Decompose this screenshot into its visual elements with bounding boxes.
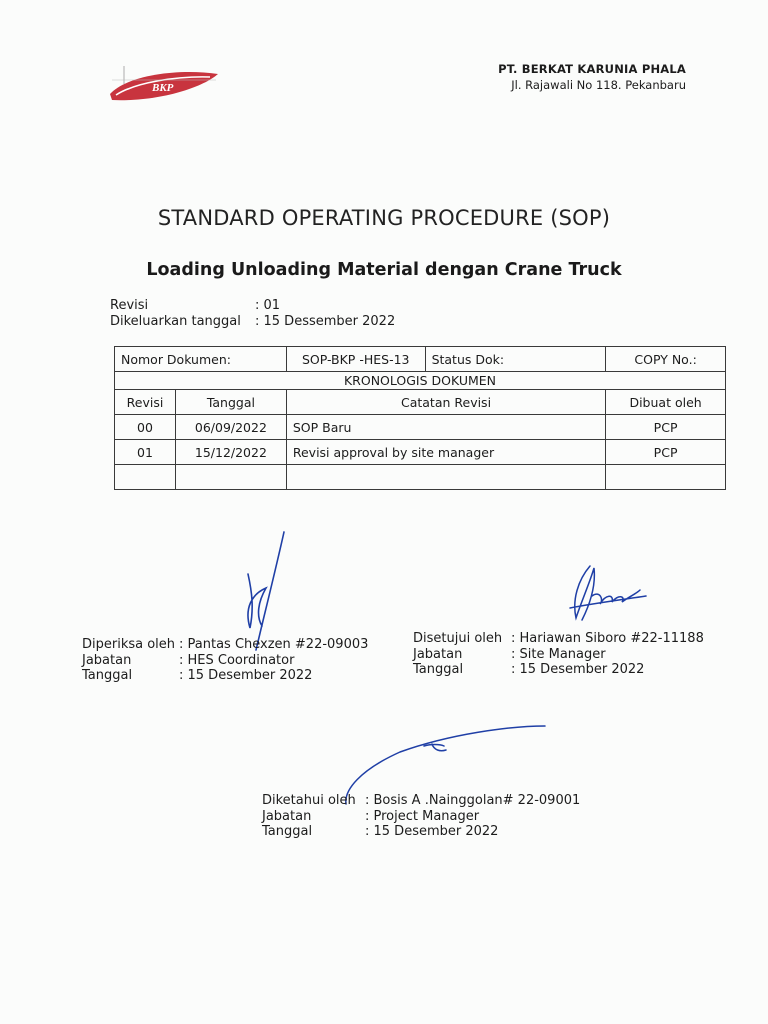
copy-no-label: COPY No.: — [606, 347, 726, 372]
acknowledged-date-label: Tanggal — [262, 824, 313, 839]
approved-label: Disetujui oleh — [413, 631, 503, 646]
checked-name: : Pantas Chexzen #22-09003 — [179, 637, 369, 652]
signature-block-checked — [82, 637, 368, 684]
revisi-value: : 01 — [255, 298, 281, 313]
table-row — [115, 440, 726, 465]
table-cell: 01 — [115, 440, 176, 465]
table-cell: 00 — [115, 415, 176, 440]
table-cell: 15/12/2022 — [175, 440, 286, 465]
revision-info — [110, 298, 395, 330]
table-cell: 06/09/2022 — [175, 415, 286, 440]
table-cell: PCP — [606, 440, 726, 465]
issued-label: Dikeluarkan tanggal — [110, 314, 241, 329]
table-cell — [606, 465, 726, 490]
acknowledged-label: Diketahui oleh — [262, 793, 356, 808]
company-name: PT. BERKAT KARUNIA PHALA — [498, 62, 686, 76]
signature-block-approved — [413, 631, 704, 678]
company-address: Jl. Rajawali No 118. Pekanbaru — [511, 78, 686, 92]
table-row — [115, 347, 726, 372]
header-dibuat-oleh: Dibuat oleh — [606, 390, 726, 415]
header-tanggal: Tanggal — [175, 390, 286, 415]
document-subtitle: Loading Unloading Material dengan Crane Truck — [146, 260, 622, 280]
table-cell: PCP — [606, 415, 726, 440]
approved-name: : Hariawan Siboro #22-11188 — [511, 631, 704, 646]
table-cell — [115, 465, 176, 490]
acknowledged-position: : Project Manager — [365, 808, 480, 824]
logo-text: BKP — [152, 82, 174, 94]
table-header-row — [115, 390, 726, 415]
kronologis-heading: KRONOLOGIS DOKUMEN — [115, 372, 726, 390]
nomor-dokumen-label: Nomor Dokumen: — [115, 347, 287, 372]
acknowledged-position-label: Jabatan — [262, 808, 312, 824]
approved-position-label: Jabatan — [413, 646, 463, 662]
checked-date: : 15 Desember 2022 — [179, 668, 313, 683]
revisi-label: Revisi — [110, 298, 149, 313]
table-cell — [175, 465, 286, 490]
company-logo — [106, 64, 222, 106]
table-cell: Revisi approval by site manager — [286, 440, 605, 465]
document-table — [114, 346, 726, 490]
status-dok-label: Status Dok: — [425, 347, 606, 372]
table-cell: SOP Baru — [286, 415, 605, 440]
approved-date-label: Tanggal — [413, 662, 464, 677]
checked-date-label: Tanggal — [82, 668, 133, 683]
issued-value: : 15 Dessember 2022 — [255, 314, 396, 329]
approved-position: : Site Manager — [511, 646, 606, 662]
checked-label: Diperiksa oleh — [82, 637, 176, 652]
table-cell — [286, 465, 605, 490]
header-catatan: Catatan Revisi — [286, 390, 605, 415]
header-revisi: Revisi — [115, 390, 176, 415]
signature-block-acknowledged — [262, 793, 580, 840]
table-row — [115, 465, 726, 490]
table-row — [115, 415, 726, 440]
approved-date: : 15 Desember 2022 — [511, 662, 645, 677]
table-row — [115, 372, 726, 390]
acknowledged-date: : 15 Desember 2022 — [365, 824, 499, 839]
company-info — [498, 62, 686, 92]
signature-approved-icon — [560, 560, 650, 632]
acknowledged-name: : Bosis A .Nainggolan# 22-09001 — [365, 793, 581, 808]
checked-position: : HES Coordinator — [179, 652, 295, 668]
document-title: STANDARD OPERATING PROCEDURE (SOP) — [157, 206, 611, 230]
nomor-dokumen-value: SOP-BKP -HES-13 — [286, 347, 425, 372]
checked-position-label: Jabatan — [82, 652, 132, 668]
